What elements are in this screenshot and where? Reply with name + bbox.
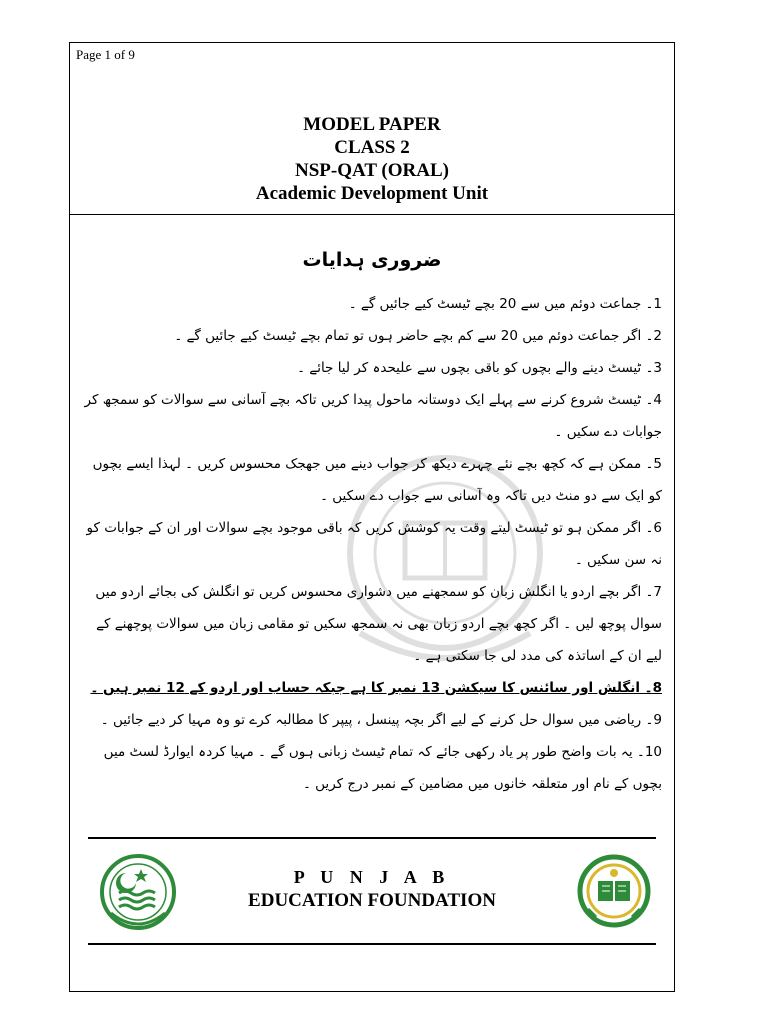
instruction-item: 3۔ ٹیسٹ دینے والے بچوں کو باقی بچوں سے علیحدہ کر لیا جائے ۔ [297, 360, 662, 376]
instruction-item: 7۔ اگر بچے اردو یا انگلش زبان کو سمجھنے میں دشواری محسوس کریں تو انگلش کی بجائے اردو میں سوال پوچھ لیں ۔ اگر کچھ بچے اردو زبان بھی نہ سمجھ سکیں تو مقامی زبان میں سوالات پوچھنے کے لیے ان کے اساتذہ کی مدد لی جا سکتی ہے ۔ [95, 584, 662, 664]
document-header [70, 113, 674, 205]
instruction-item: 1۔ جماعت دوئم میں سے 20 بچے ٹیسٹ کیے جائیں گے ۔ [348, 296, 662, 312]
instruction-item-marks: 8۔ انگلش اور سائنس کا سیکشن 13 نمبر کا ہے جبکہ حساب اور اردو کے 12 نمبر ہیں ۔ [90, 680, 662, 696]
instruction-item: 10۔ یہ بات واضح طور پر یاد رکھی جائے کہ تمام ٹیسٹ زبانی ہوں گے ۔ مہیا کردہ ایوارڈ لسٹ میں بچوں کے نام اور متعلقہ خانوں میں مضامین کے نمبر درج کریں ۔ [103, 744, 662, 792]
header-divider [70, 214, 674, 215]
education-foundation-logo-icon [574, 851, 654, 931]
page-frame [69, 42, 675, 992]
foundation-name-line2: EDUCATION FOUNDATION [248, 890, 496, 911]
page-number: Page 1 of 9 [76, 47, 135, 62]
header-test-name: NSP-QAT (ORAL) [295, 160, 449, 181]
instruction-item: 2۔ اگر جماعت دوئم میں 20 سے کم بچے حاضر ہوں تو تمام بچے ٹیسٹ کیے جائیں گے ۔ [174, 328, 662, 344]
instructions-heading: ضروری ہدایات [302, 249, 442, 271]
foundation-name-line1: P U N J A B [293, 867, 451, 887]
header-title: MODEL PAPER [303, 114, 441, 135]
header-unit: Academic Development Unit [255, 183, 489, 204]
instruction-item: 4۔ ٹیسٹ شروع کرنے سے پہلے ایک دوستانہ ماحول پیدا کریں تاکہ بچے آسانی سے سوالات کو سمجھ کر جوابات دے سکیں ۔ [84, 392, 662, 440]
instruction-item: 5۔ ممکن ہے کہ کچھ بچے نئے چہرے دیکھ کر جواب دینے میں جھجک محسوس کریں ۔ لہذا ایسے بچوں کو ایک سے دو منٹ دیں تاکہ وہ آسانی سے جواب دے سکیں ۔ [92, 456, 662, 504]
instructions-list [82, 288, 662, 800]
footer-divider-bottom [88, 943, 656, 945]
instruction-item: 9۔ ریاضی میں سوال حل کرنے کے لیے اگر بچہ پینسل ، پیپر کا مطالبہ کرے تو وہ مہیا کر دیے جائیں ۔ [100, 712, 662, 728]
instruction-item: 6۔ اگر ممکن ہو تو ٹیسٹ لیتے وقت یہ کوشش کریں کہ باقی موجود بچے سوالات اور ان کے جوابات کو نہ سن سکیں ۔ [86, 520, 662, 568]
footer-divider-top [88, 837, 656, 839]
header-class: CLASS 2 [334, 137, 410, 158]
